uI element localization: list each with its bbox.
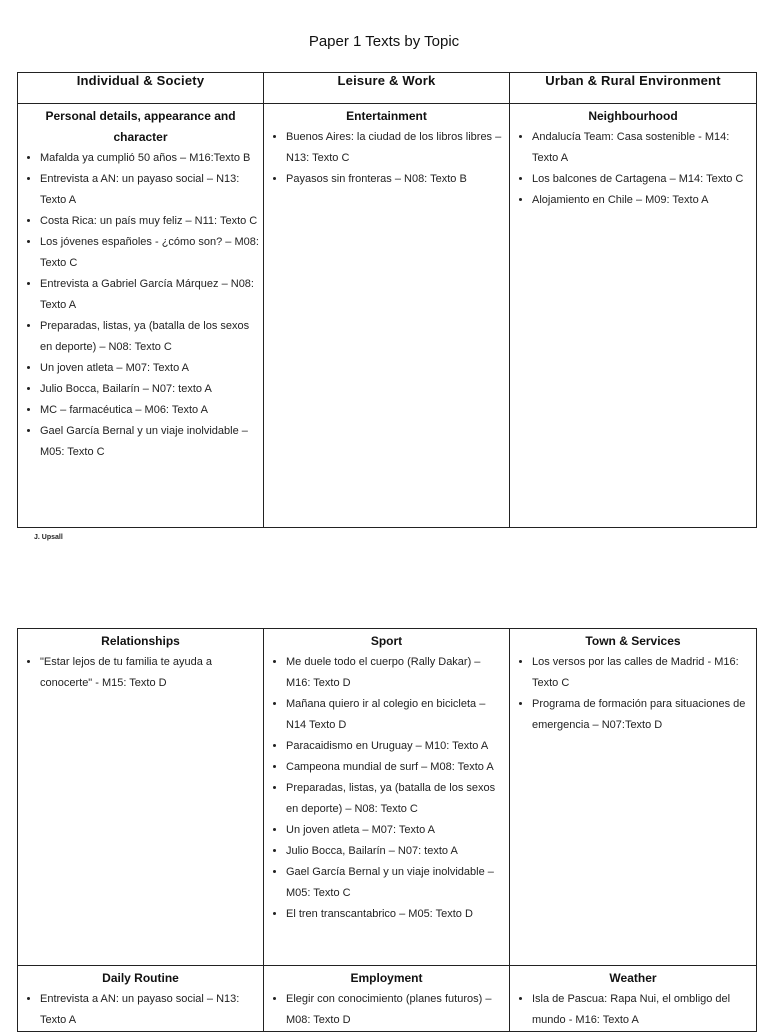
list-item: • Entrevista a Gabriel García Márquez – N08: Texto A [40,274,259,316]
list-item: • Los jóvenes españoles - ¿cómo son? – M08: Texto C [40,232,259,274]
list-item: • Un joven atleta – M07: Texto A [40,358,259,379]
text-list [22,148,259,463]
list-item: • Julio Bocca, Bailarín – N07: texto A [286,841,505,862]
topic-cell [18,966,264,1032]
list-item: • Isla de Pascua: Rapa Nui, el ombligo del mundo - M16: Texto A [532,989,752,1031]
list-item: • Entrevista a AN: un payaso social – N13: Texto A [40,169,259,211]
text-list [514,127,752,211]
text-list [514,989,752,1031]
topic-cell [264,104,510,528]
list-item: • Los balcones de Cartagena – M14: Texto C [532,169,752,190]
topic-cell [18,629,264,966]
topics-table-1 [17,72,757,528]
topic-subheading: Sport [370,634,403,648]
list-item: • Alojamiento en Chile – M09: Texto A [532,190,752,211]
text-list [268,127,505,190]
list-item: • Gael García Bernal y un viaje inolvidable – M05: Texto C [40,421,259,463]
list-item: • Los versos por las calles de Madrid - M16: Texto C [532,652,752,694]
list-item: • Mafalda ya cumplió 50 años – M16:Texto B [40,148,259,169]
list-item: • Gael García Bernal y un viaje inolvidable – M05: Texto C [286,862,505,904]
list-item: • Preparadas, listas, ya (batalla de los sexos en deporte) – N08: Texto C [40,316,259,358]
text-list [268,652,505,925]
topic-cell [510,104,757,528]
list-item: • Mañana quiero ir al colegio en bicicleta – N14 Texto D [286,694,505,736]
text-list [22,652,259,694]
column-header: Urban & Rural Environment [510,73,757,104]
list-item: • Costa Rica: un país muy feliz – N11: Texto C [40,211,259,232]
topic-subheading: Entertainment [346,109,427,123]
topic-subheading: Employment [350,971,423,985]
list-item: • Paracaidismo en Uruguay – M10: Texto A [286,736,505,757]
table-row [18,966,757,1032]
text-list [268,989,505,1031]
list-item: • Elegir con conocimiento (planes futuros) – M08: Texto D [286,989,505,1031]
list-item: • "Estar lejos de tu familia te ayuda a conocerte" - M15: Texto D [40,652,259,694]
list-item: • Entrevista a AN: un payaso social – N13: Texto A [40,989,259,1031]
topic-cell [264,629,510,966]
topic-cell [510,966,757,1032]
list-item: • Payasos sin fronteras – N08: Texto B [286,169,505,190]
topic-cell [510,629,757,966]
column-header: Leisure & Work [264,73,510,104]
topic-subheading: Town & Services [585,634,681,648]
list-item: • Un joven atleta – M07: Texto A [286,820,505,841]
list-item: • MC – farmacéutica – M06: Texto A [40,400,259,421]
table-row [18,629,757,966]
topic-subheading: Weather [609,971,657,985]
topic-subheading: Neighbourhood [588,109,678,123]
list-item: • Andalucía Team: Casa sostenible - M14: Texto A [532,127,752,169]
table-row [18,104,757,528]
topic-cell [264,966,510,1032]
text-list [22,989,259,1031]
column-header: Individual & Society [18,73,264,104]
list-item: • El tren transcantabrico – M05: Texto D [286,904,505,925]
list-item: • Preparadas, listas, ya (batalla de los sexos en deporte) – N08: Texto C [286,778,505,820]
list-item: • Campeona mundial de surf – M08: Texto A [286,757,505,778]
list-item: • Me duele todo el cuerpo (Rally Dakar) – M16: Texto D [286,652,505,694]
topic-subheading: Personal details, appearance and character [45,109,236,144]
topics-table-2 [17,628,757,1032]
list-item: • Programa de formación para situaciones de emergencia – N07:Texto D [532,694,752,736]
page-title: Paper 1 Texts by Topic [308,33,460,50]
text-list [514,652,752,736]
author-credit: J. Upsall [34,534,63,541]
list-item: • Buenos Aires: la ciudad de los libros libres – N13: Texto C [286,127,505,169]
topic-subheading: Relationships [101,634,180,648]
header-row [18,73,757,104]
topic-subheading: Daily Routine [102,971,179,985]
list-item: • Julio Bocca, Bailarín – N07: texto A [40,379,259,400]
topic-cell [18,104,264,528]
